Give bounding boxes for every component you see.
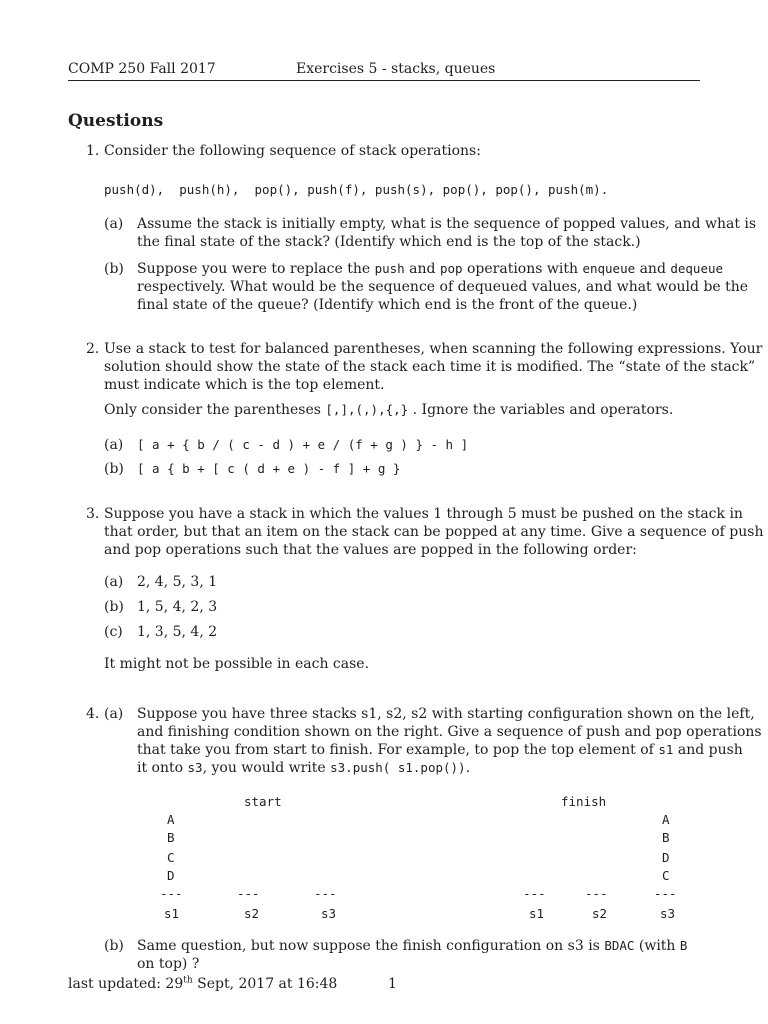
q1-a-text-1: Assume the stack is initially empty, what is the sequence of popped values, and what is (137, 216, 757, 232)
exercise-title: Exercises 5 - stacks, queues (296, 61, 496, 77)
q1-operations: push(d), push(h), pop(), push(f), push(s), pop(), pop(), push(m). (104, 182, 609, 197)
stack-base: --- (160, 886, 183, 901)
code-bdac: BDAC (604, 938, 635, 953)
start-s1-item: A (167, 812, 175, 827)
start-label: start (244, 794, 282, 809)
q3-text: Suppose you have a stack in which the values 1 through 5 must be pushed on the stack in that order, but that an item on the stack can be popped at any time. Give a sequence of push and pop operations such that the values are popped in the following order: (104, 506, 764, 558)
stack-base: --- (237, 886, 260, 901)
stack-base: --- (654, 886, 677, 901)
q4-b-label: (b) (104, 938, 124, 954)
stack-name: s1 (529, 906, 545, 921)
q1-b-text-3: final state of the queue? (Identify which end is the front of the queue.) (137, 297, 638, 313)
code-enqueue: enqueue (582, 261, 636, 276)
finish-s3-item: D (662, 850, 670, 865)
code-dequeue: dequeue (670, 261, 724, 276)
q1-b-label: (b) (104, 261, 124, 277)
last-updated: last updated: 29th Sept, 2017 at 16:48 (68, 975, 338, 992)
header-rule (68, 80, 700, 81)
q2-a-label: (a) (104, 437, 124, 453)
q4-number: 4. (86, 706, 100, 722)
q4-a-label: (a) (104, 706, 124, 722)
page-number: 1 (388, 976, 397, 992)
section-title: Questions (68, 111, 164, 131)
code-parentheses: [,],(,),{,} (325, 402, 409, 417)
stack-name: s1 (164, 906, 180, 921)
q2-a-expression: [ a + { b / ( c - d ) + e / (f + g ) } - h ] (137, 437, 469, 452)
start-s1-item: B (167, 830, 175, 845)
q1-b-text-1: Suppose you were to replace the push and pop operations with enqueue and dequeue (137, 261, 724, 277)
code-s3: s3 (187, 760, 203, 775)
q1-intro: Consider the following sequence of stack operations: (104, 143, 481, 159)
stack-base: --- (314, 886, 337, 901)
stack-base: --- (523, 886, 546, 901)
course-header: COMP 250 Fall 2017 (68, 61, 216, 77)
stack-name: s2 (592, 906, 608, 921)
start-s1-item: D (167, 868, 175, 883)
stack-name: s2 (244, 906, 260, 921)
finish-label: finish (561, 794, 607, 809)
code-push: push (374, 261, 405, 276)
start-s1-item: C (167, 850, 175, 865)
q1-b-text-2: respectively. What would be the sequence of dequeued values, and what would be the (137, 279, 749, 295)
q1-a-label: (a) (104, 216, 124, 232)
finish-s3-item: C (662, 868, 670, 883)
q3-note: It might not be possible in each case. (104, 656, 370, 672)
q2-b-label: (b) (104, 461, 124, 477)
q3-number: 3. (86, 506, 100, 522)
finish-s3-item: B (662, 830, 670, 845)
q1-a-text-2: the final state of the stack? (Identify which end is the top of the stack.) (137, 234, 641, 250)
code-s1: s1 (658, 742, 674, 757)
code-example: s3.push( s1.pop()) (330, 760, 466, 775)
stack-base: --- (585, 886, 608, 901)
stack-name: s3 (321, 906, 337, 921)
q1-number: 1. (86, 143, 100, 159)
code-pop: pop (439, 261, 463, 276)
q2-b-expression: [ a { b + [ c ( d + e ) - f ] + g } (137, 461, 401, 476)
stack-name: s3 (660, 906, 676, 921)
q2-consider: Only consider the parentheses [,],(,),{,} . Ignore the variables and operators. (104, 402, 674, 418)
q2-text: Use a stack to test for balanced parentheses, when scanning the following expressions. Your solution should show the state of the stack each time it is modified. The “state of the stack” must indicate which is the top element. (104, 341, 763, 393)
q2-number: 2. (86, 341, 100, 357)
finish-s3-item: A (662, 812, 670, 827)
code-b: B (679, 938, 688, 953)
